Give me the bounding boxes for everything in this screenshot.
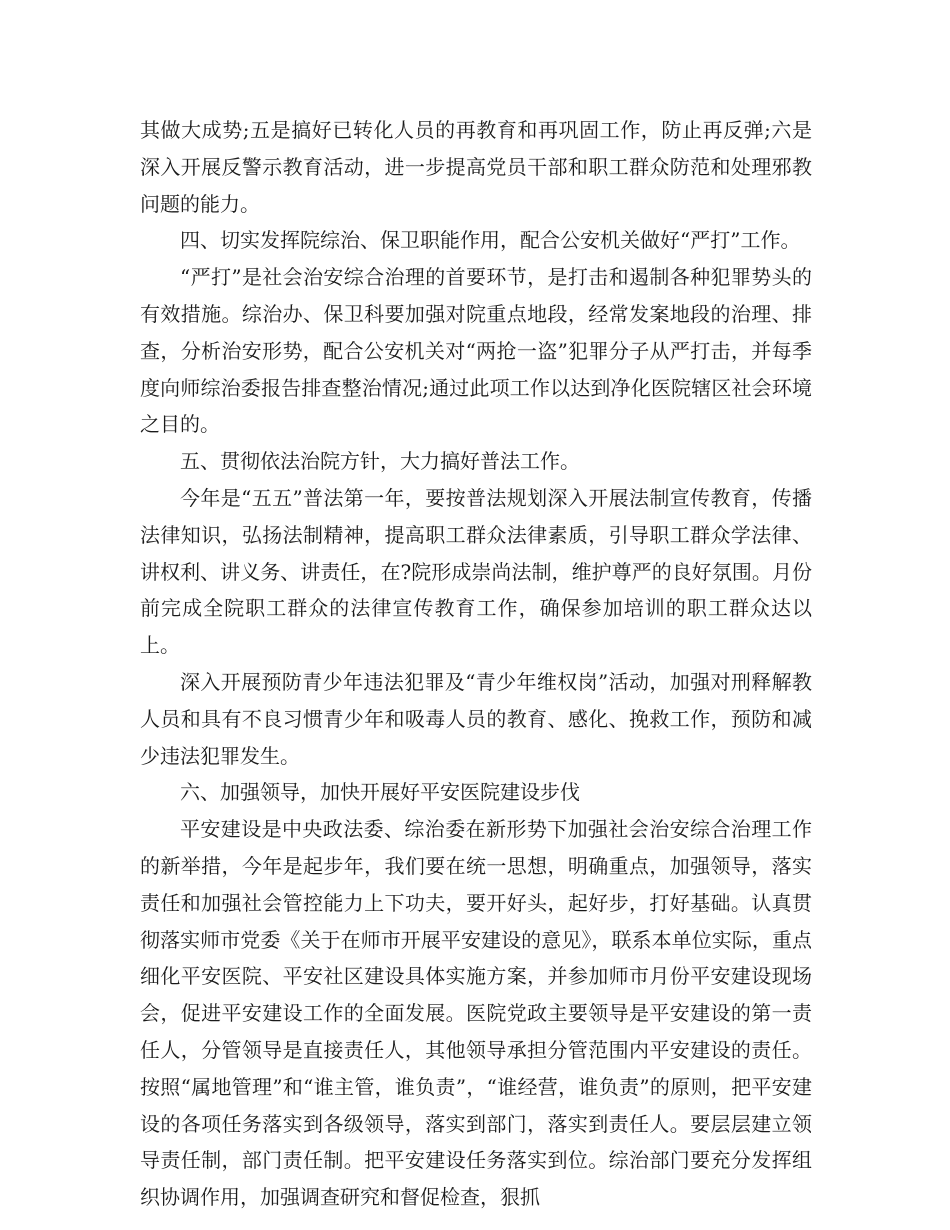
section-heading-five: 五、贯彻依法治院方针，大力搞好普法工作。 (180, 449, 580, 474)
section-heading-six: 六、加强领导，加快开展好平安医院建设步伐 (180, 780, 580, 805)
paragraph-youth-crime-prevention: 深入开展预防青少年违法犯罪及“青少年维权岗”活动，加强对刑释解教人员和具有不良习惯青少年和吸毒人员的教育、感化、挽救工作，预防和减少违法犯罪发生。 (140, 669, 812, 768)
paragraph-legal-education: 今年是“五五”普法第一年，要按普法规划深入开展法制宣传教育，传播法律知识，弘扬法制精神，提高职工群众法律素质，引导职工群众学法律、讲权利、讲义务、讲责任，在?院形成崇尚法制，维护尊严的良好氛围。月份前完成全院职工群众的法律宣传教育工作，确保参加培训的职工群众达以上。 (140, 485, 812, 658)
paragraph-continuation: 其做大成势;五是搞好已转化人员的再教育和再巩固工作，防止再反弹;六是深入开展反警示教育活动，进一步提高党员干部和职工群众防范和处理邪教问题的能力。 (140, 118, 812, 216)
paragraph-strike-hard: “严打”是社会治安综合治理的首要环节，是打击和遏制各种犯罪势头的有效措施。综治办、保卫科要加强对院重点地段，经常发案地段的治理、排查，分析治安形势，配合公安机关对“两抢一盗”犯罪分子从严打击，并每季度向师综治委报告排查整治情况;通过此项工作以达到净化医院辖区社会环境之目的。 (140, 265, 812, 437)
section-heading-four: 四、切实发挥院综治、保卫职能作用，配合公安机关做好“严打”工作。 (180, 228, 801, 253)
document-body (140, 112, 812, 1216)
paragraph-safe-hospital: 平安建设是中央政法委、综治委在新形势下加强社会治安综合治理工作的新举措，今年是起步年，我们要在统一思想，明确重点，加强领导，落实责任和加强社会管控能力上下功夫，要开好头，起好步，打好基础。认真贯彻落实师市党委《关于在师市开展平安建设的意见》，联系本单位实际，重点细化平安医院、平安社区建设具体实施方案，并参加师市月份平安建设现场会，促进平安建设工作的全面发展。医院党政主要领导是平安建设的第一责任人，分管领导是直接责任人，其他领导承担分管范围内平安建设的责任。按照“属地管理”和“谁主管，谁负责”，“谁经营，谁负责”的原则，把平安建设的各项任务落实到各级领导，落实到部门，落实到责任人。要层层建立领导责任制，部门责任制。把平安建设任务落实到位。综治部门要充分发挥组织协调作用，加强调查研究和督促检查，狠抓 (140, 817, 812, 1210)
